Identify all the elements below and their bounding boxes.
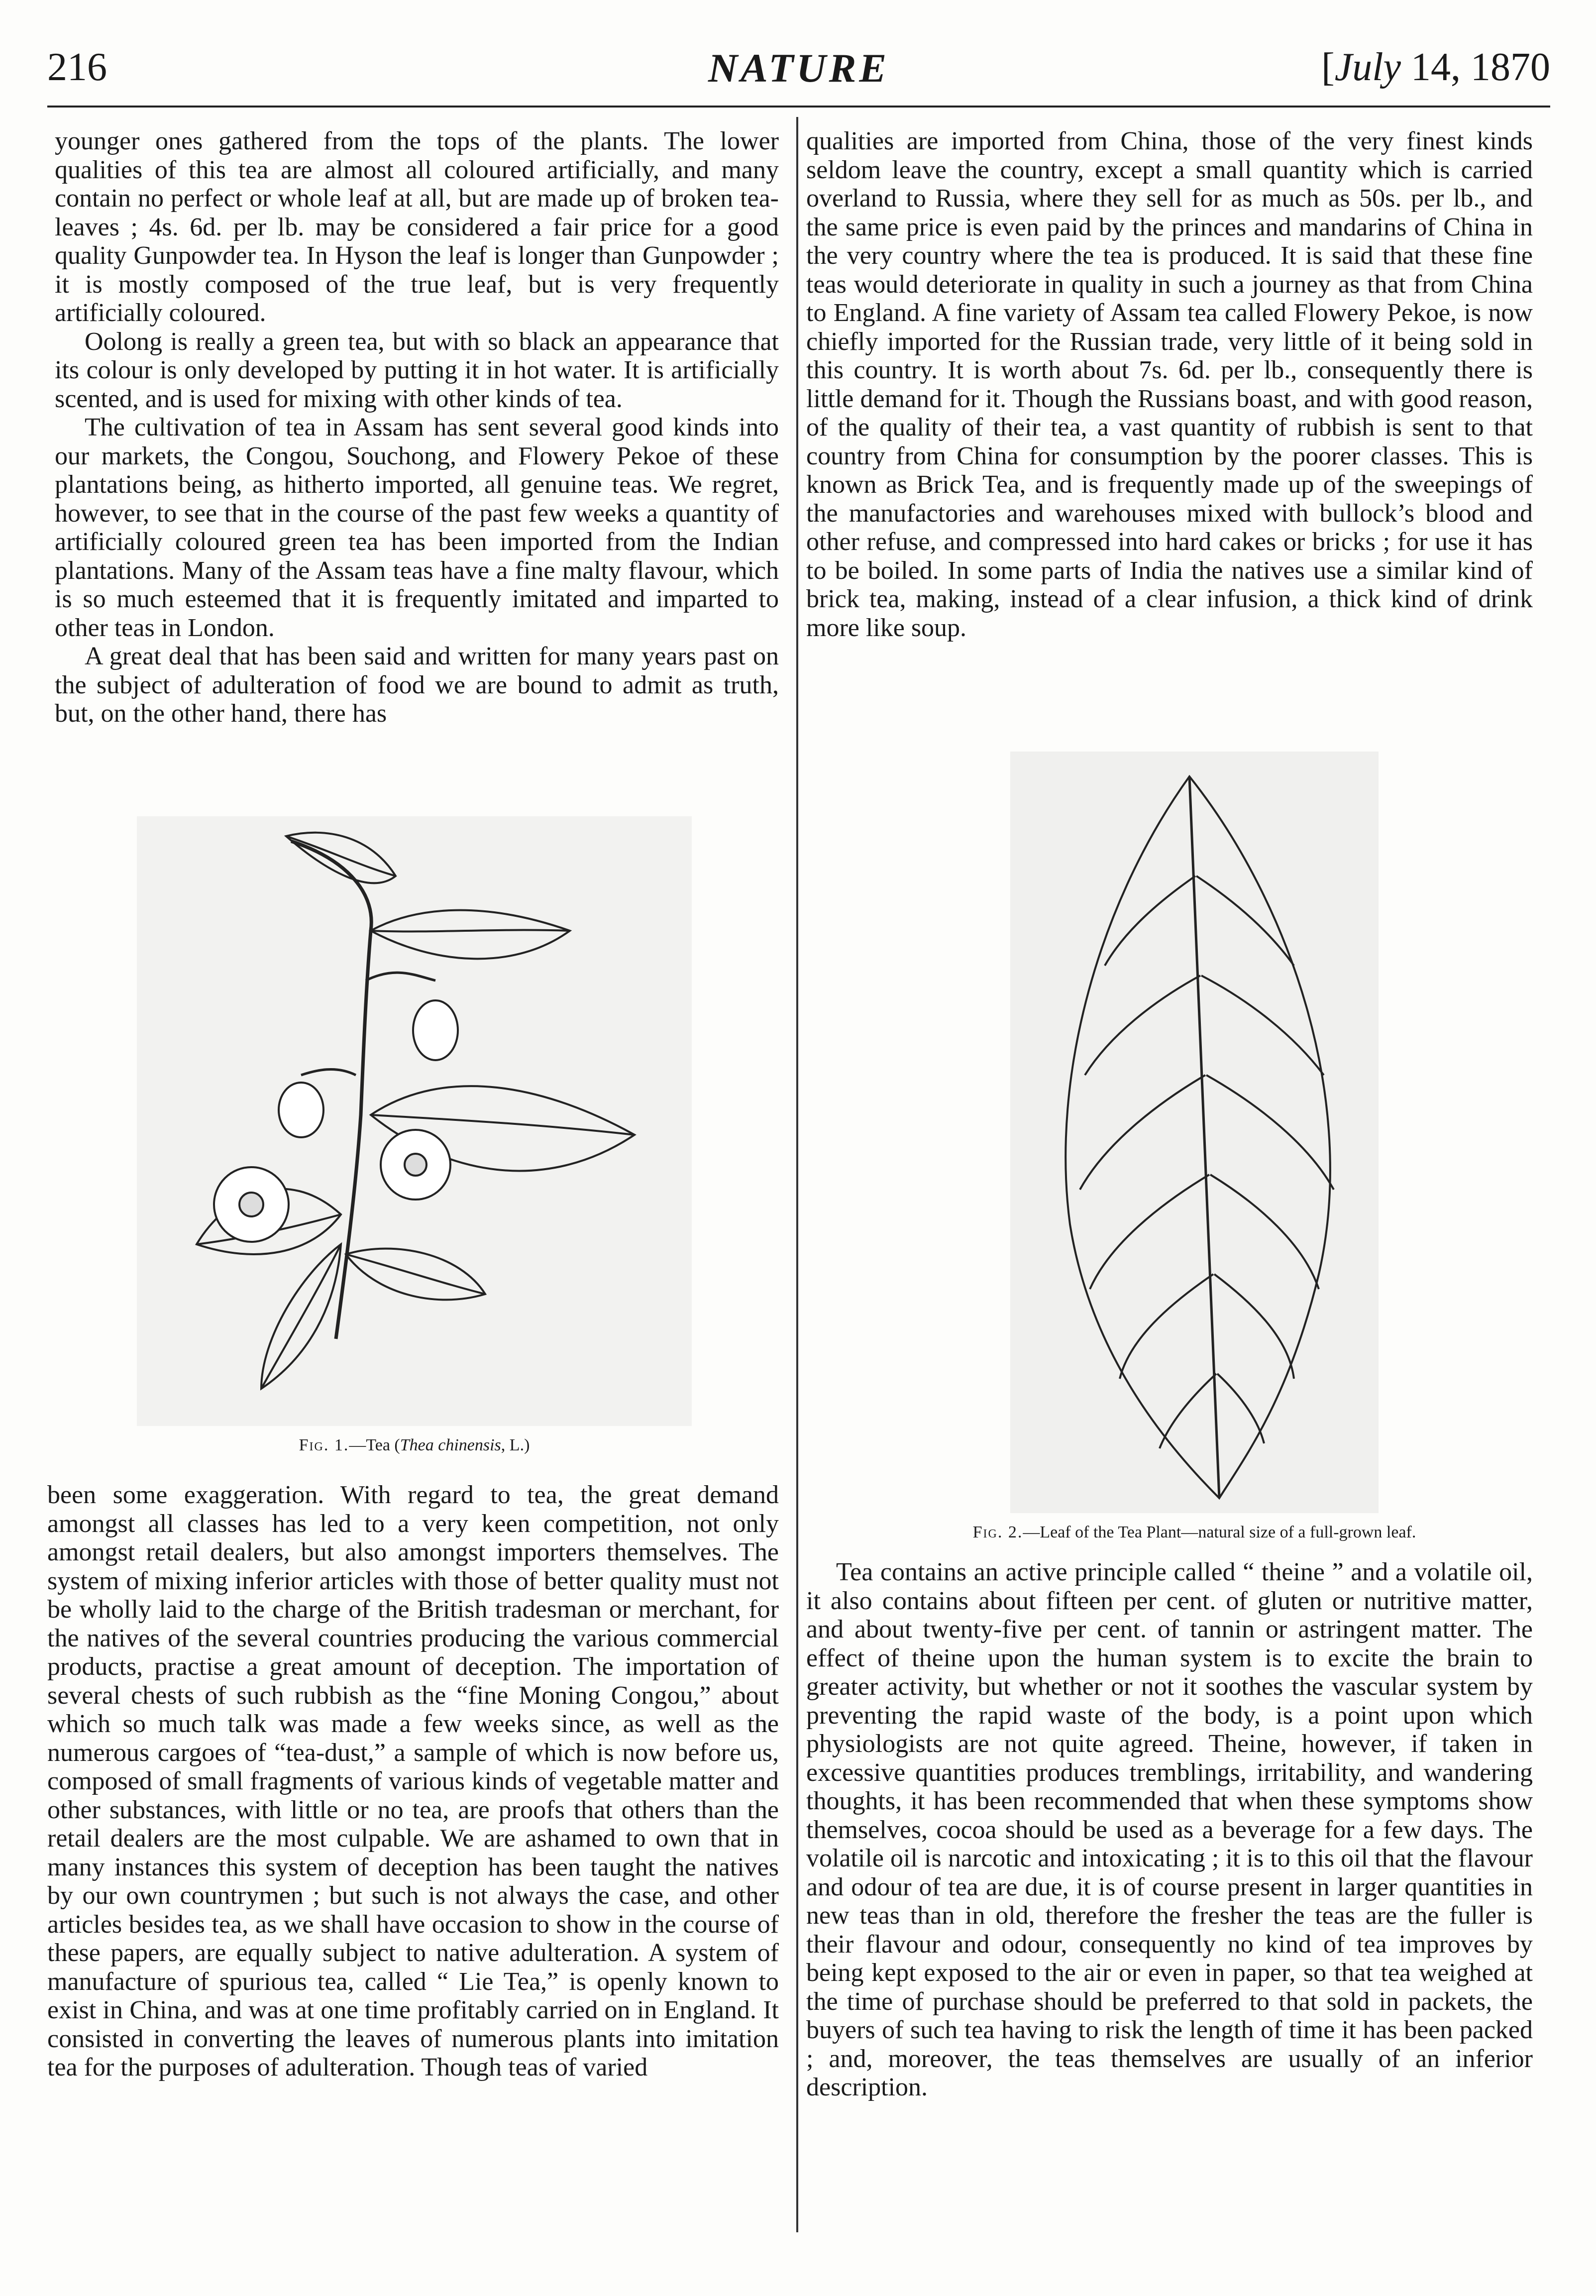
paragraph: A great deal that has been said and written for many years past on the subject of adulteration of food we are bound to admit as truth, but, on the other hand, there has [55, 642, 779, 728]
left-column-top [55, 127, 779, 728]
figure-2-caption: Fig. 2.—Leaf of the Tea Plant—natural size of a full-grown leaf. [972, 1523, 1416, 1541]
paragraph: qualities are imported from China, those of the very finest kinds seldom leave the country, except a small quantity which is carried overland to Russia, where they sell for as much as 50s. per lb., and the same price is even paid by the princes and mandarins of China in the very country where the tea is produced. It is said that these fine teas would deteriorate in quality in such a journey as that from China to England. A fine variety of Assam tea called Flowery Pekoe, is now chiefly imported for the Russian trade, very little of it being sold in this country. It is worth about 7s. 6d. per lb., consequently there is little demand for it. Though the Russians boast, and with good reason, of the quality of their tea, a vast quantity of rubbish is sent to that country from China for consumption by the poorer classes. This is known as Brick Tea, and is frequently made up of the sweepings of the manufactories and warehouses mixed with bullock’s blood and other refuse, and compressed into hard cakes or bricks ; for use it has to be boiled. In some parts of India the natives use a similar kind of brick tea, making, instead of a clear infusion, a thick kind of drink more like soup. [806, 127, 1533, 642]
page-header [47, 45, 1550, 100]
paragraph: The cultivation of tea in Assam has sent several good kinds into our markets, the Congou, Souchong, and Flowery Pekoe of these plantations being, as hitherto imported, all genuine teas. We regret, however, to see that in the course of the past few weeks a quantity of artificially coloured green tea has been imported from the Indian plantations. Many of the Assam teas have a fine malty flavour, which is so much esteemed that it is frequently imitated and imparted to other teas in London. [55, 413, 779, 642]
header-rule [47, 106, 1550, 108]
issue-date: [July 14, 1870 [1321, 45, 1550, 89]
tea-plant-illustration [137, 816, 692, 1426]
paragraph: Tea contains an active principle called “ theine ” and a volatile oil, it also contains about fifteen per cent. of gluten or nutritive matter, and about twenty-five per cent. of tannin or astringent matter. The effect of theine upon the human system is to excite the brain to greater activity, but whether or not it soothes the vascular system by preventing the rapid waste of the body, is a point upon which physiologists are not quite agreed. Theine, however, if taken in excessive quantities produces tremblings, irritability, and wandering thoughts, it has been recommended that when these symptoms show themselves, cocoa should be used as a beverage for a few days. The volatile oil is narcotic and intoxicating ; it is to this oil that the flavour and odour of tea are due, it is of course present in larger quantities in new teas than in old, therefore the fresher the teas are the fuller is their flavour and odour, consequently no kind of tea improves by being kept exposed to the air or even in paper, so that tea weighed at the time of purchase should be preferred to that sold in packets, the buyers of such tea having to risk the length of time it has been packed ; and, moreover, the teas themselves are usually of an inferior description. [806, 1558, 1533, 2101]
paragraph: younger ones gathered from the tops of the plants. The lower qualities of this tea are almost all coloured artificially, and many contain no perfect or whole leaf at all, but are made up of broken tea-leaves ; 4s. 6d. per lb. may be considered a fair price for a good quality Gunpowder tea. In Hyson the leaf is longer than Gunpowder ; it is mostly composed of the true leaf, but is very frequently artificially coloured. [55, 127, 779, 327]
column-divider [796, 117, 798, 2232]
tea-leaf-illustration [1010, 752, 1379, 1513]
paragraph: Oolong is really a green tea, but with so black an appearance that its colour is only developed by putting it in hot water. It is artificially scented, and is used for mixing with other kinds of tea. [55, 327, 779, 413]
page-number: 216 [47, 45, 107, 89]
paragraph: been some exaggeration. With regard to tea, the great demand amongst all classes has led to a very keen competition, not only amongst retail dealers, but also amongst importers themselves. The system of mixing inferior articles with those of better quality must not be wholly laid to the charge of the British tradesman or merchant, for the natives of the several countries producing the various commercial products, practise a great amount of deception. The importation of several chests of such rubbish as the “fine Moning Congou,” about which so much talk was made a few weeks since, as well as the numerous cargoes of “tea-dust,” a sample of which is now before us, composed of small fragments of various kinds of vegetable matter and other substances, with little or no tea, are proofs that others than the retail dealers are the most culpable. We are ashamed to own that in many instances this system of deception has been taught the natives by our own countrymen ; but such is not always the case, and other articles besides tea, as we shall have occasion to show in the course of these papers, are equally subject to native adulteration. A system of manufacture of spurious tea, called “ Lie Tea,” is openly known to exist in China, and was at one time profitably carried on in England. It consisted in converting the leaves of numerous plants into imitation tea for the purposes of adulteration. Though teas of varied [47, 1481, 779, 2081]
journal-title: NATURE [708, 45, 890, 91]
right-column-bottom [806, 1558, 1533, 2102]
right-column-top [806, 127, 1533, 642]
left-column-bottom [47, 1481, 779, 2082]
figure-1-caption: Fig. 1.—Tea (Thea chinensis, L.) [299, 1436, 530, 1454]
